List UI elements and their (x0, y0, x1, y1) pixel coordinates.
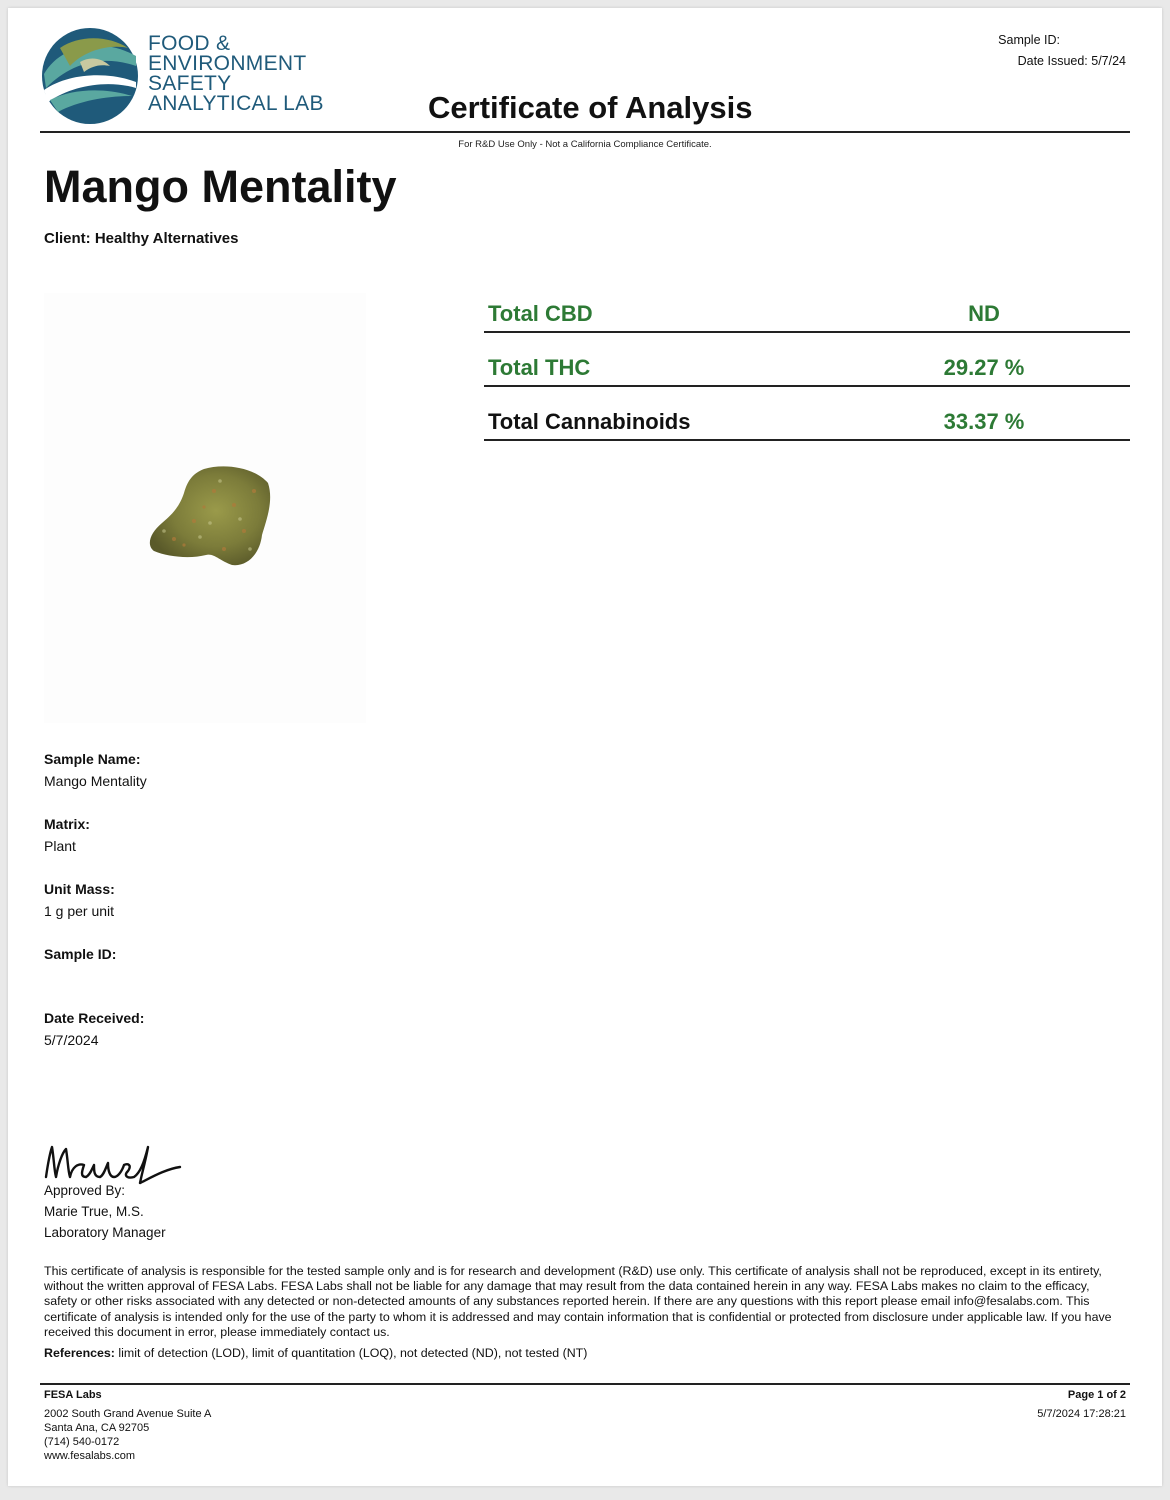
footer-website: www.fesalabs.com (44, 1450, 136, 1462)
references-label: References: (44, 1346, 115, 1360)
footer-divider (40, 1383, 1130, 1385)
summary-label: Total THC (488, 355, 591, 380)
date-issued: Date Issued: 5/7/24 (1017, 54, 1126, 68)
unit-mass-field (44, 881, 115, 919)
approver-name: Marie True, M.S. (44, 1204, 144, 1219)
approver-role: Laboratory Manager (44, 1225, 166, 1240)
summary-row-total-thc (484, 345, 1130, 387)
summary-row-total-cannabinoids (484, 399, 1130, 441)
field-label: Sample Name: (44, 751, 141, 767)
footer-page-info (1037, 1388, 1126, 1421)
footer-timestamp: 5/7/2024 17:28:21 (1037, 1408, 1126, 1420)
footer-company: FESA Labs (44, 1389, 102, 1401)
field-value: 1 g per unit (44, 903, 115, 919)
footer-address-line: Santa Ana, CA 92705 (44, 1422, 150, 1434)
sample-id-field (44, 946, 116, 982)
summary-value: ND (968, 301, 1000, 326)
client-name: Client: Healthy Alternatives (44, 230, 239, 247)
summary-value: 33.37 % (943, 409, 1025, 434)
references (44, 1346, 1124, 1360)
summary-label: Total CBD (488, 301, 593, 326)
legal-notice: This certificate of analysis is responsible for the tested sample only and is for research and development (R&D) use only. This certificate of analysis shall not be reproduced, except in its entirety, without the written approval of FESA Labs. FESA Labs shall not be liable for any damage that may result from the data contained herein in any way. FESA Labs makes no claim to the efficacy, safety or other risks associated with any detected or non-detected amounts of any substances reported herein. If there are any questions with this report please email info@fesalabs.com. This certificate of analysis is intended only for the use of the party to whom it is addressed and may contain information that is confidential or protected from disclosure under applicable law. If you have received this document in error, please immediately contact us. (44, 1264, 1112, 1339)
lab-name: FOOD & ENVIRONMENT SAFETY ANALYTICAL LAB (148, 32, 324, 115)
sample-name-field (44, 751, 147, 789)
rd-disclaimer: For R&D Use Only - Not a California Compliance Certificate. (458, 139, 712, 150)
document-title: Certificate of Analysis (428, 90, 753, 125)
field-value: Plant (44, 838, 76, 854)
footer-phone: (714) 540-0172 (44, 1436, 120, 1448)
approved-by-label: Approved By: (44, 1183, 126, 1198)
approval-block (44, 1180, 166, 1243)
footer-address (44, 1388, 211, 1463)
fesa-logo-icon (40, 26, 140, 126)
coa-page (8, 8, 1162, 1486)
summary-value: 29.27 % (943, 355, 1025, 380)
summary-row-total-cbd (484, 291, 1130, 333)
field-value: 5/7/2024 (44, 1032, 99, 1048)
summary-label: Total Cannabinoids (488, 409, 691, 434)
product-image (44, 293, 366, 723)
footer-address-line: 2002 South Grand Avenue Suite A (44, 1408, 212, 1420)
product-name: Mango Mentality (44, 161, 397, 212)
header-divider (40, 131, 1130, 133)
references-text: limit of detection (LOD), limit of quantitation (LOQ), not detected (ND), not tested (NT) (114, 1346, 588, 1360)
field-label: Matrix: (44, 816, 90, 832)
potency-summary (484, 291, 1130, 453)
matrix-field (44, 816, 90, 854)
field-label: Unit Mass: (44, 881, 115, 897)
header-sample-id: Sample ID: (998, 33, 1060, 47)
field-value-redacted (44, 968, 116, 982)
page-number: Page 1 of 2 (1067, 1389, 1126, 1401)
field-label: Sample ID: (44, 946, 117, 962)
header-meta (998, 30, 1126, 72)
date-received-field (44, 1010, 144, 1048)
cannabis-bud-image (144, 461, 274, 573)
field-value: Mango Mentality (44, 773, 147, 789)
field-label: Date Received: (44, 1010, 145, 1026)
